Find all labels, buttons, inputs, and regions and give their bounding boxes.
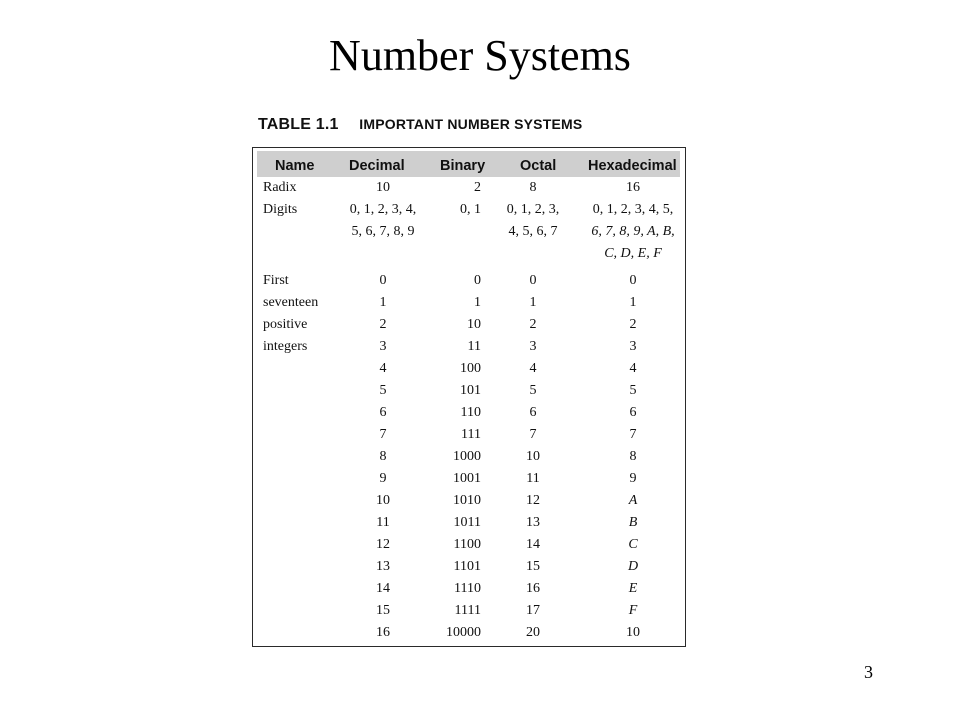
binary-cell: 111	[461, 427, 481, 442]
integers-label-line: positive	[263, 317, 308, 332]
digits-decimal-line: 0, 1, 2, 3, 4,	[349, 202, 417, 217]
octal-cell: 3	[529, 339, 537, 354]
octal-cell: 2	[529, 317, 537, 332]
octal-cell: 14	[526, 537, 540, 552]
header-binary: Binary	[440, 158, 486, 174]
binary-cell: 1111	[454, 603, 481, 618]
octal-cell: 13	[526, 515, 540, 530]
octal-cell: 10	[526, 449, 540, 464]
table-scan	[250, 110, 690, 655]
digits-binary-line: 0, 1	[460, 202, 481, 217]
octal-cell: 15	[526, 559, 540, 574]
hexadecimal-cell: 1	[629, 295, 637, 310]
binary-cell: 0	[474, 273, 481, 288]
decimal-cell: 3	[379, 339, 387, 354]
header-octal: Octal	[520, 158, 557, 174]
octal-cell: 1	[529, 295, 537, 310]
page-number: 3	[864, 662, 873, 682]
table-caption	[258, 116, 582, 134]
binary-cell: 1110	[454, 581, 481, 596]
hexadecimal-cell: B	[628, 515, 638, 530]
integers-label-line: seventeen	[263, 295, 319, 310]
header-name: Name	[275, 158, 315, 174]
binary-cell: 10	[467, 317, 481, 332]
slide-title: Number Systems	[329, 31, 631, 80]
decimal-cell: 2	[379, 317, 387, 332]
hexadecimal-cell: F	[628, 603, 638, 618]
hexadecimal-cell: 5	[629, 383, 637, 398]
binary-cell: 1	[474, 295, 481, 310]
integers-label-line: integers	[263, 339, 308, 354]
decimal-cell: 1	[379, 295, 387, 310]
decimal-cell: 10	[376, 493, 390, 508]
radix-decimal: 10	[376, 180, 390, 195]
decimal-cell: 11	[376, 515, 390, 530]
decimal-cell: 16	[376, 625, 390, 640]
decimal-cell: 13	[376, 559, 390, 574]
digits-hexadecimal-line: 0, 1, 2, 3, 4, 5,	[592, 202, 674, 217]
binary-cell: 1001	[453, 471, 481, 486]
digits-hexadecimal-line: 6, 7, 8, 9, A, B,	[591, 224, 675, 239]
decimal-cell: 6	[379, 405, 387, 420]
digits-label: Digits	[263, 202, 298, 217]
digits-octal-line: 0, 1, 2, 3,	[506, 202, 560, 217]
octal-cell: 20	[526, 625, 540, 640]
hexadecimal-cell: 7	[629, 427, 637, 442]
binary-cell: 1100	[453, 537, 481, 552]
radix-label: Radix	[263, 180, 297, 195]
binary-cell: 100	[460, 361, 481, 376]
hexadecimal-cell: 8	[629, 449, 637, 464]
binary-cell: 1010	[453, 493, 481, 508]
octal-cell: 5	[529, 383, 537, 398]
digits-decimal-line: 5, 6, 7, 8, 9	[351, 224, 415, 239]
radix-binary: 2	[474, 180, 481, 195]
octal-cell: 0	[529, 273, 537, 288]
radix-hexadecimal: 16	[626, 180, 640, 195]
decimal-cell: 5	[379, 383, 387, 398]
octal-cell: 16	[526, 581, 540, 596]
octal-cell: 11	[526, 471, 540, 486]
decimal-cell: 4	[379, 361, 387, 376]
table-title: IMPORTANT NUMBER SYSTEMS	[359, 116, 583, 132]
octal-cell: 7	[529, 427, 537, 442]
octal-cell: 6	[529, 405, 537, 420]
integers-label-line: First	[263, 273, 289, 288]
hexadecimal-cell: 10	[626, 625, 640, 640]
octal-cell: 17	[526, 603, 540, 618]
hexadecimal-cell: A	[628, 493, 638, 508]
binary-cell: 110	[460, 405, 481, 420]
hexadecimal-cell: 2	[629, 317, 637, 332]
hexadecimal-cell: C	[628, 537, 638, 552]
header-hexadecimal: Hexadecimal	[588, 158, 677, 174]
binary-cell: 1011	[453, 515, 481, 530]
decimal-cell: 9	[379, 471, 387, 486]
octal-cell: 12	[526, 493, 540, 508]
decimal-cell: 14	[376, 581, 390, 596]
binary-cell: 10000	[446, 625, 481, 640]
digits-octal-line: 4, 5, 6, 7	[508, 224, 558, 239]
hexadecimal-cell: 6	[629, 405, 637, 420]
decimal-cell: 12	[376, 537, 390, 552]
decimal-cell: 15	[376, 603, 390, 618]
binary-cell: 1101	[453, 559, 481, 574]
radix-octal: 8	[529, 180, 537, 195]
hexadecimal-cell: 9	[629, 471, 637, 486]
hexadecimal-cell: 3	[629, 339, 637, 354]
table-label: TABLE 1.1	[258, 116, 339, 133]
hexadecimal-cell: E	[628, 581, 638, 596]
header-decimal: Decimal	[349, 158, 405, 174]
decimal-cell: 7	[379, 427, 387, 442]
hexadecimal-cell: D	[627, 559, 639, 574]
hexadecimal-cell: 0	[629, 273, 637, 288]
binary-cell: 101	[460, 383, 481, 398]
binary-cell: 1000	[453, 449, 481, 464]
decimal-cell: 0	[379, 273, 387, 288]
decimal-cell: 8	[379, 449, 387, 464]
binary-cell: 11	[467, 339, 481, 354]
octal-cell: 4	[529, 361, 537, 376]
digits-hexadecimal-line: C, D, E, F	[604, 246, 662, 261]
hexadecimal-cell: 4	[629, 361, 637, 376]
